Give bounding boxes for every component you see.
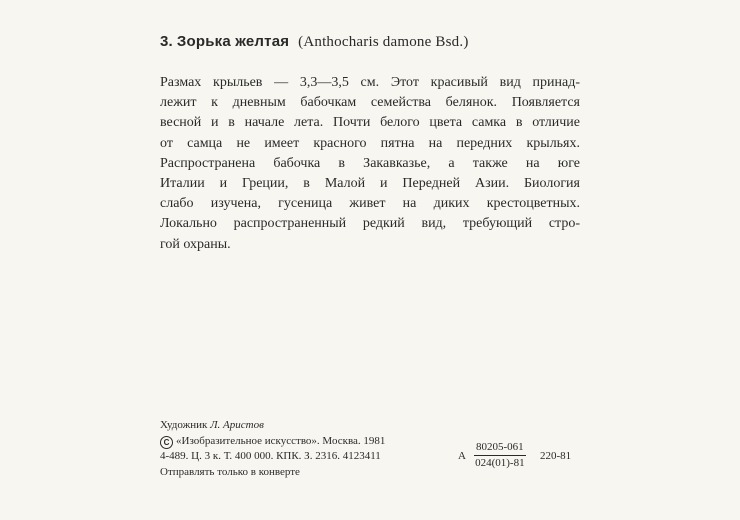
description-line: от самца не имеет красного пятна на передних крыльях. — [160, 135, 580, 151]
artist-label: Художник — [160, 419, 208, 431]
artist-credit — [160, 418, 385, 434]
copyright-icon: C — [160, 436, 173, 449]
description-line: Распространена бабочка в Закавказье, а также на юге — [160, 155, 580, 171]
species-description — [160, 73, 580, 255]
description-line: Локально распространенный редкий вид, требующий стро- — [160, 216, 580, 232]
description-line: весной и в начале лета. Почти белого цвета самка в отличие — [160, 115, 580, 131]
mail-note: Отправлять только в конверте — [160, 465, 300, 478]
order-line: 4-489. Ц. 3 к. Т. 400 000. КПК. З. 2316. 4123411 — [160, 450, 381, 462]
description-line: Размах крыльев — 3,3—3,5 см. Этот красивый вид принад- — [160, 75, 580, 90]
artist-name: Л. Аристов — [210, 419, 264, 431]
imprint-block — [160, 418, 385, 480]
species-latin-name: (Anthocharis damone Bsd.) — [298, 34, 469, 50]
publisher-name: «Изобразительное искусство». Москва. 1981 — [176, 434, 386, 447]
species-name: Зорька желтая — [176, 33, 290, 50]
description-line: Италии и Греции, в Малой и Передней Азии. Биология — [160, 176, 580, 192]
species-title — [160, 33, 469, 51]
index-suffix: 220-81 — [540, 450, 572, 462]
description-line: гой охраны. — [160, 236, 231, 252]
index-numerator: 80205-061 — [474, 440, 526, 456]
index-fraction — [474, 440, 526, 471]
index-prefix: А — [458, 450, 466, 462]
description-line: лежит к дневным бабочкам семейства белянок. Появляется — [160, 95, 580, 111]
description-line: слабо изучена, гусеница живет на диких крестоцветных. — [160, 196, 580, 212]
species-number: 3. — [160, 33, 173, 50]
index-denominator: 024(01)-81 — [475, 457, 525, 469]
publisher-line — [160, 434, 385, 450]
